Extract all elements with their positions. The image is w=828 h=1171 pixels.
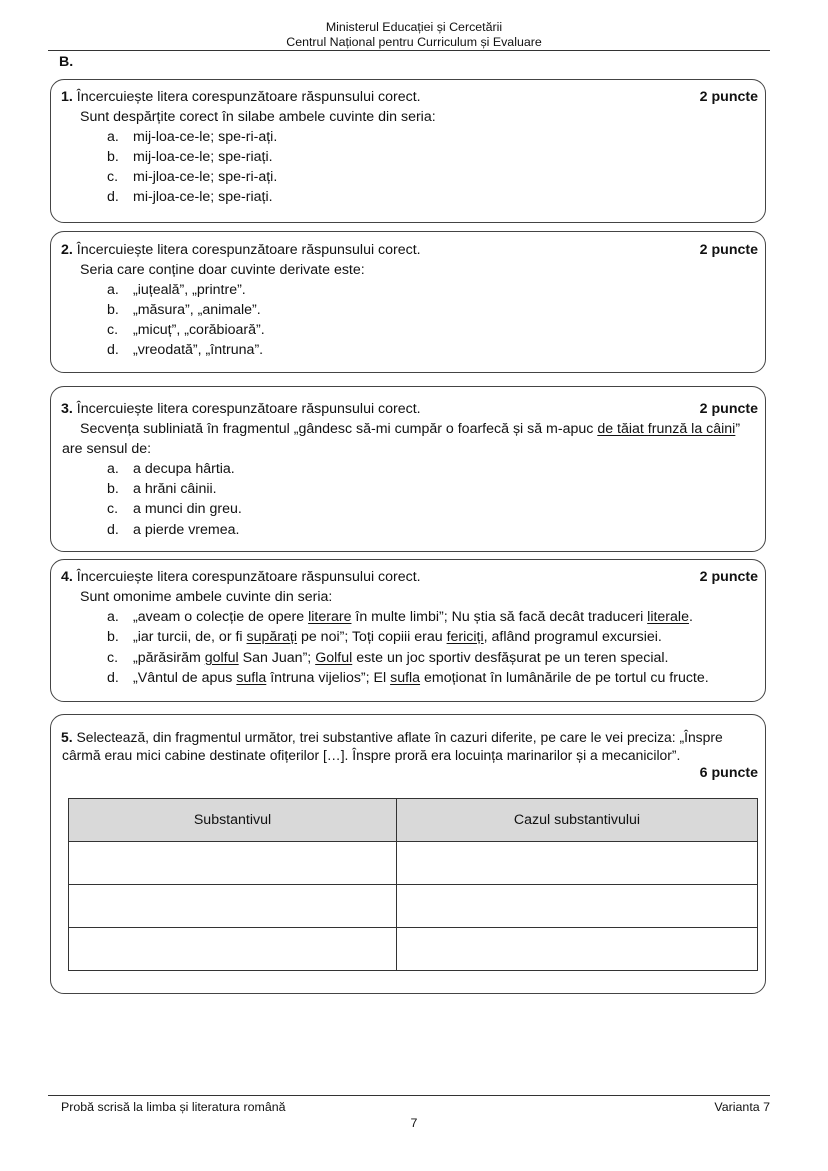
question-4-option-d[interactable]: d. „Vântul de apus sufla întruna vijelios”; El sufla emoționat în lumânările de pe tortul cu fructe. <box>107 670 709 686</box>
answer-cell-case-3[interactable] <box>397 928 758 971</box>
answer-cell-noun-2[interactable] <box>69 885 397 928</box>
question-3-option-d[interactable]: d. a pierde vremea. <box>107 522 240 538</box>
answer-table-header-row <box>69 799 758 842</box>
question-2-option-d[interactable]: d. „vreodată”, „întruna”. <box>107 342 264 358</box>
question-3-number: 3. <box>61 401 73 417</box>
section-label: B. <box>59 54 74 70</box>
header-center: Centrul Național pentru Curriculum și Evaluare <box>286 35 542 49</box>
question-2-prompt: Seria care conține doar cuvinte derivate este: <box>80 262 365 278</box>
question-5-text-line1: 5. Selectează, din fragmentul următor, trei substantive aflate în cazuri diferite, pe care le vei preciza: „Înspre <box>61 729 723 745</box>
header-cazul: Cazul substantivului <box>397 799 758 842</box>
question-1-option-d[interactable]: d. mi-jloa-ce-le; spe-riați. <box>107 189 273 205</box>
question-1-option-a[interactable]: a. mij-loa-ce-le; spe-ri-ați. <box>107 129 278 145</box>
table-row <box>69 842 758 885</box>
table-row <box>69 885 758 928</box>
question-4-instruction <box>61 567 421 587</box>
footer-divider <box>48 1095 770 1096</box>
question-4-number: 4. <box>61 569 73 585</box>
page-number: 7 <box>410 1116 418 1130</box>
answer-table <box>68 798 758 971</box>
question-2-option-b[interactable]: b. „măsura”, „animale”. <box>107 302 261 318</box>
question-3-option-a[interactable]: a. a decupa hârtia. <box>107 461 235 477</box>
question-2-points: 2 puncte <box>699 242 758 258</box>
question-4-option-b[interactable]: b. „iar turcii, de, or fi supărați pe noi”; Toți copiii erau fericiți, aflând programul excursiei. <box>107 629 662 645</box>
question-4-prompt: Sunt omonime ambele cuvinte din seria: <box>80 589 333 605</box>
question-1-instruction-text: Încercuiește litera corespunzătoare răspunsului corect. <box>76 89 421 105</box>
question-2-instruction <box>61 240 421 260</box>
question-3-prompt: Secvența subliniată în fragmentul „gândesc să-mi cumpăr o foarfecă și să m-apuc de tăiat frunză la câini” <box>80 421 741 437</box>
question-1-option-b[interactable]: b. mij-loa-ce-le; spe-riați. <box>107 149 273 165</box>
question-3-option-c[interactable]: c. a munci din greu. <box>107 501 242 517</box>
header-substantivul: Substantivul <box>69 799 397 842</box>
question-5-points: 6 puncte <box>699 765 758 781</box>
table-row <box>69 928 758 971</box>
question-3-instruction <box>61 399 421 419</box>
question-1-instruction <box>61 87 421 107</box>
question-2-number: 2. <box>61 242 73 258</box>
question-4-option-c[interactable]: c. „părăsirăm golful San Juan”; Golful este un joc sportiv desfășurat pe un teren special. <box>107 650 669 666</box>
question-4-points: 2 puncte <box>699 569 758 585</box>
footer-variant: Varianta 7 <box>714 1100 770 1114</box>
question-3-points: 2 puncte <box>699 401 758 417</box>
question-1-prompt: Sunt despărțite corect în silabe ambele cuvinte din seria: <box>80 109 436 125</box>
question-4-option-a[interactable]: a. „aveam o colecție de opere literare în multe limbi”; Nu știa să facă decât traduceri literale. <box>107 609 693 625</box>
question-1-points: 2 puncte <box>699 89 758 105</box>
question-3-option-b[interactable]: b. a hrăni câinii. <box>107 481 217 497</box>
header-divider <box>48 50 770 51</box>
answer-cell-noun-3[interactable] <box>69 928 397 971</box>
answer-cell-case-1[interactable] <box>397 842 758 885</box>
question-2-option-a[interactable]: a. „iuțeală”, „printre”. <box>107 282 246 298</box>
question-5-text-line2: cârmă erau mici cabine destinate ofițerilor […]. Înspre proră era locuința marinarilor și a mecanicilor”. <box>62 747 681 763</box>
question-2-instruction-text: Încercuiește litera corespunzătoare răspunsului corect. <box>76 242 421 258</box>
question-2-option-c[interactable]: c. „micuț”, „corăbioară”. <box>107 322 265 338</box>
question-5-number: 5. <box>61 729 73 745</box>
answer-cell-noun-1[interactable] <box>69 842 397 885</box>
answer-cell-case-2[interactable] <box>397 885 758 928</box>
header-ministry: Ministerul Educației și Cercetării <box>325 20 503 34</box>
footer-subject: Probă scrisă la limba și literatura română <box>61 1100 286 1114</box>
question-3-underlined-phrase: de tăiat frunză la câini <box>597 421 736 437</box>
question-1-number: 1. <box>61 89 73 105</box>
question-4-instruction-text: Încercuiește litera corespunzătoare răspunsului corect. <box>76 569 421 585</box>
question-3-prompt-line2: are sensul de: <box>62 441 152 457</box>
question-1-option-c[interactable]: c. mi-jloa-ce-le; spe-ri-ați. <box>107 169 278 185</box>
question-3-instruction-text: Încercuiește litera corespunzătoare răspunsului corect. <box>76 401 421 417</box>
